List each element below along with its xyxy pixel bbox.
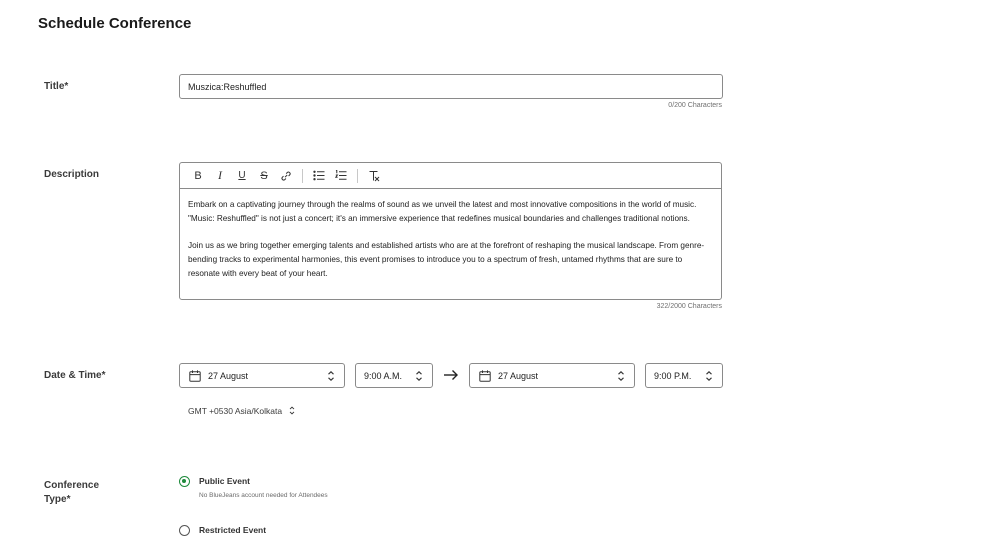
end-time-select[interactable] — [645, 363, 723, 388]
start-time-select[interactable] — [355, 363, 433, 388]
arrow-right-icon — [443, 368, 459, 382]
description-label: Description — [44, 169, 100, 180]
start-date-select[interactable] — [179, 363, 345, 388]
italic-icon: I — [218, 168, 222, 182]
underline-button[interactable] — [231, 166, 253, 186]
start-time-value: 9:00 A.M. — [364, 370, 403, 381]
bullet-list-button[interactable] — [308, 166, 330, 186]
restricted-event-label[interactable]: Restricted Event — [199, 525, 267, 535]
calendar-icon — [189, 370, 201, 382]
end-time-value: 9:00 P.M. — [654, 370, 692, 381]
end-date-select[interactable] — [469, 363, 635, 388]
toolbar-divider — [302, 169, 303, 183]
description-text[interactable] — [180, 189, 721, 280]
bold-icon: B — [194, 169, 202, 182]
end-date-value: 27 August — [498, 370, 539, 381]
chevron-updown-icon — [616, 370, 626, 382]
strikethrough-button[interactable] — [253, 166, 275, 186]
conference-type-label-line2: Type* — [44, 494, 71, 505]
timezone-select[interactable] — [188, 405, 296, 416]
strikethrough-icon: S — [260, 169, 268, 182]
description-char-counter: 322/2000 Characters — [656, 303, 722, 310]
description-paragraph-2: Join us as we bring together emerging talents and established artists who are at the forefront of reshaping the musical landscape. From genre-bending tracks to experimental harmonies, this event promises to introduce you to a spectrum of fresh, untamed rhythms that are sure to resonate with every beat of your heart. — [188, 241, 705, 278]
chevron-updown-icon — [326, 370, 336, 382]
page-title: Schedule Conference — [38, 15, 192, 32]
editor-toolbar — [180, 163, 721, 189]
italic-button[interactable] — [209, 166, 231, 186]
chevron-updown-icon — [288, 405, 296, 416]
clear-format-icon — [368, 170, 380, 182]
bullet-list-icon — [313, 170, 325, 181]
datetime-label: Date & Time* — [44, 370, 106, 381]
conference-type-label-line1: Conference — [44, 480, 100, 491]
title-input[interactable] — [179, 74, 723, 99]
timezone-value: GMT +0530 Asia/Kolkata — [188, 405, 283, 416]
chevron-updown-icon — [704, 370, 714, 382]
title-label: Title* — [44, 81, 69, 92]
chevron-updown-icon — [414, 370, 424, 382]
bold-button[interactable] — [187, 166, 209, 186]
conference-type-label — [44, 479, 99, 507]
link-icon — [280, 170, 292, 182]
start-date-value: 27 August — [208, 370, 249, 381]
numbered-list-icon — [335, 170, 347, 181]
description-editor — [179, 162, 722, 300]
underline-icon: U — [238, 170, 246, 181]
clear-format-button[interactable] — [363, 166, 385, 186]
restricted-event-radio[interactable] — [179, 525, 190, 536]
calendar-icon — [479, 370, 491, 382]
toolbar-divider — [357, 169, 358, 183]
title-char-counter: 0/200 Characters — [668, 102, 722, 109]
description-paragraph-1: Embark on a captivating journey through the realms of sound as we unveil the latest and most innovative compositions in the world of music. "Music: Reshuffled" is not just a concert; it's an immersive experience that redefines musical boundaries and challenges traditional notions. — [188, 200, 697, 223]
link-button[interactable] — [275, 166, 297, 186]
public-event-radio[interactable] — [179, 476, 190, 487]
numbered-list-button[interactable] — [330, 166, 352, 186]
public-event-description: No BlueJeans account needed for Attendees — [199, 492, 328, 499]
public-event-label[interactable]: Public Event — [199, 476, 251, 486]
